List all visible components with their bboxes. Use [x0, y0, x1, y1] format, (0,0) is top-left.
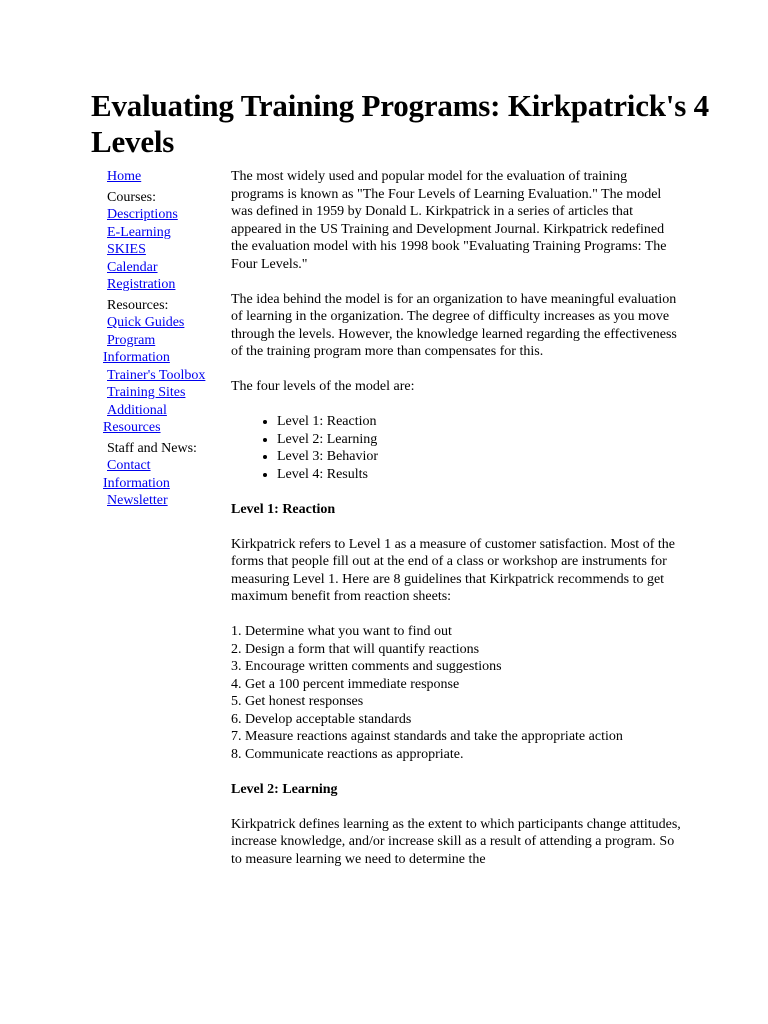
sidebar-label-courses: Courses:	[107, 189, 156, 205]
model-idea-paragraph: The idea behind the model is for an organization to have meaningful evaluation of learning in the organization. The degree of difficulty increases as you move through the levels. However, the knowledge learned regarding the effectiveness of the training program more than compensates for this.	[231, 291, 677, 359]
list-item: 4. Get a 100 percent immediate response	[231, 676, 460, 692]
level-1-paragraph: Kirkpatrick refers to Level 1 as a measure of customer satisfaction. Most of the forms that people fill out at the end of a class or workshop are instruments for measuring Level 1. Here are 8 guidelines that Kirkpatrick recommends to get maximum benefit from reaction sheets:	[231, 536, 675, 604]
list-item: 2. Design a form that will quantify reactions	[231, 641, 480, 657]
sidebar-link-home[interactable]: Home	[107, 169, 142, 184]
sidebar-nav	[103, 168, 225, 510]
list-item: • Level 3: Behavior	[277, 448, 681, 466]
level-2-paragraph: Kirkpatrick defines learning as the extent to which participants change attitudes, increase knowledge, and/or increase skill as a result of attending a program. So to measure learning we need to determine the	[231, 816, 681, 867]
list-item: 8. Communicate reactions as appropriate.	[231, 746, 464, 762]
sidebar-link-program-information-cont[interactable]: Information	[103, 350, 170, 365]
page-title: Evaluating Training Programs: Kirkpatrick's 4 Levels	[91, 88, 709, 159]
sidebar-link-newsletter[interactable]: Newsletter	[107, 493, 168, 508]
main-content	[231, 168, 681, 886]
sidebar-link-calendar[interactable]: Calendar	[107, 259, 158, 275]
heading-level-1: Level 1: Reaction	[231, 501, 336, 517]
intro-paragraph: The most widely used and popular model for the evaluation of training programs is known as "The Four Levels of Learning Evaluation." The model was defined in 1959 by Donald L. Kirkpatrick in a series of articles that appeared in the US Training and Development Journal. Kirkpatrick redefined the evaluation model with his 1998 book "Evaluating Training Programs: The Four Levels."	[231, 169, 667, 272]
sidebar-link-e-learning[interactable]: E-Learning	[107, 224, 171, 240]
four-levels-intro: The four levels of the model are:	[231, 379, 415, 394]
sidebar-link-additional-resources-cont[interactable]: Resources	[103, 420, 161, 435]
list-item: 1. Determine what you want to find out	[231, 624, 452, 639]
levels-list	[231, 413, 681, 483]
sidebar-link-contact-information-cont[interactable]: Information	[103, 475, 170, 491]
list-item: • Level 4: Results	[277, 466, 681, 484]
sidebar-link-program-information[interactable]: Program	[107, 332, 156, 348]
sidebar-link-additional-resources[interactable]: Additional	[107, 402, 167, 418]
sidebar-link-registration[interactable]: Registration	[107, 277, 176, 292]
sidebar-link-quick-guides[interactable]: Quick Guides	[107, 315, 185, 330]
sidebar-link-descriptions[interactable]: Descriptions	[107, 207, 178, 222]
list-item: • Level 1: Reaction	[277, 413, 681, 431]
sidebar-link-contact-information[interactable]: Contact	[107, 458, 151, 473]
sidebar-link-trainers-toolbox[interactable]: Trainer's Toolbox	[107, 367, 206, 383]
sidebar-link-training-sites[interactable]: Training Sites	[107, 385, 186, 400]
heading-level-2: Level 2: Learning	[231, 781, 338, 797]
guidelines-list	[231, 623, 681, 763]
list-item: 6. Develop acceptable standards	[231, 711, 412, 727]
sidebar-label-staff-news: Staff and News:	[107, 440, 197, 456]
sidebar-link-skies[interactable]: SKIES	[107, 242, 146, 257]
list-item: 5. Get honest responses	[231, 694, 364, 709]
sidebar-label-resources: Resources:	[107, 297, 169, 313]
list-item: 3. Encourage written comments and suggestions	[231, 659, 502, 674]
list-item: • Level 2: Learning	[277, 431, 681, 449]
list-item: 7. Measure reactions against standards and take the appropriate action	[231, 729, 623, 744]
